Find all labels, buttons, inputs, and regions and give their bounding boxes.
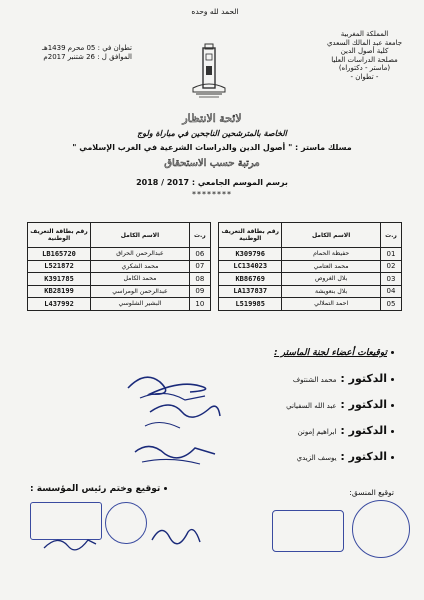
table-row	[28, 273, 402, 286]
table-gap	[210, 260, 218, 273]
col-name-header: الاسم الكامل	[91, 223, 190, 248]
cell-num: 04	[381, 285, 402, 298]
cell-cin: KB86769	[219, 273, 282, 286]
coordinator-signature-drawing	[148, 520, 203, 555]
committee-heading-text: توقيعات أعضاء لجنة الماستر :	[273, 348, 387, 358]
cell-name: احمد التملالي	[282, 298, 381, 311]
university-logo	[190, 42, 228, 100]
table-gap	[210, 223, 218, 248]
cell-num: 01	[381, 248, 402, 261]
org-line: (ماستر - دكتوراه)	[338, 64, 391, 72]
col-name-header: الاسم الكامل	[282, 223, 381, 248]
cell-num: 06	[189, 248, 210, 261]
candidates-table	[27, 222, 402, 311]
date-gregorian: الموافق ل : 26 شتنبر 2017م	[43, 52, 132, 61]
table-gap	[210, 298, 218, 311]
table-row	[28, 298, 402, 311]
table-gap	[210, 285, 218, 298]
table-row	[28, 285, 402, 298]
cell-name: البشير الشلوسي	[91, 298, 190, 311]
member-name: محمد الشنتوف	[292, 376, 337, 384]
dean-signature-drawing	[40, 530, 100, 560]
bullet-dot	[391, 351, 394, 354]
committee-heading	[274, 348, 394, 358]
bullet-dot	[164, 487, 167, 490]
date-hijri: تطوان في : 05 محرم 1439هـ	[41, 44, 132, 52]
table-gap	[210, 273, 218, 286]
cell-name: محمد الشكري	[91, 260, 190, 273]
ranking-note: مرتبة حسب الاستحقاق	[164, 158, 260, 169]
signatures-drawing	[120, 368, 230, 478]
cell-cin: K309796	[219, 248, 282, 261]
table-gap	[210, 248, 218, 261]
date-block	[22, 44, 132, 61]
academic-year: برسم الموسم الجامعي : 2017 / 2018	[136, 178, 288, 187]
org-line: المملكة المغربية	[340, 30, 389, 38]
program-name: مسلك ماستر : " أصول الدين والدراسات الشرعية في الغرب الإسلامي "	[72, 143, 352, 152]
bullet-dot	[391, 430, 394, 433]
list-title: لائحة الانتظار	[182, 112, 242, 125]
org-line: جامعة عبد المالك السعدي	[326, 38, 403, 47]
col-cin-header: رقم بطاقة التعريف الوطنية	[219, 223, 282, 248]
coordinator-stamp	[352, 500, 410, 558]
org-line: مصلحة الدراسات العليا	[331, 55, 398, 64]
cell-name: محمد العتامي	[282, 260, 381, 273]
committee-member-1: الدكتور : محمد الشنتوف	[293, 372, 394, 385]
col-num-header: ر.ت	[381, 223, 402, 248]
cell-name: بلال بنعويشة	[282, 285, 381, 298]
committee-member-4: الدكتور : يوسف الزيدي	[297, 450, 394, 463]
cell-cin: LB165720	[28, 248, 91, 261]
coordinator-signature-label: توقيع المنسق:	[349, 488, 394, 497]
institution-round-stamp	[105, 502, 147, 544]
cell-cin: L519985	[219, 298, 282, 311]
committee-member-3: الدكتور : ابراهيم إمونن	[298, 424, 394, 437]
title-line-2: الخاصة بالمترشحين الناجحين في مباراة ولوج	[137, 129, 287, 138]
member-name: يوسف الزيدي	[296, 454, 337, 462]
cell-name: محمد الكامل	[91, 273, 190, 286]
cell-cin: LC134023	[219, 260, 282, 273]
dean-signature-text: توقيع وختم رئيس المؤسسة :	[30, 484, 161, 494]
bullet-dot	[391, 404, 394, 407]
cell-name: بلال الغروص	[282, 273, 381, 286]
cell-num: 10	[189, 298, 210, 311]
cell-name: عبدالرحمن الومراسي	[91, 285, 190, 298]
col-cin-header: رقم بطاقة التعريف الوطنية	[28, 223, 91, 248]
separator-stars: ********	[192, 190, 232, 199]
table-header-row	[28, 223, 402, 248]
table-row	[28, 260, 402, 273]
col-num-header: ر.ت	[189, 223, 210, 248]
member-title: الدكتور	[348, 372, 387, 385]
institution-block	[317, 30, 412, 81]
cell-num: 09	[189, 285, 210, 298]
cell-cin: L437992	[28, 298, 91, 311]
dean-signature-label	[30, 484, 167, 494]
member-title: الدكتور	[348, 398, 387, 411]
bullet-dot	[391, 378, 394, 381]
basmala: الحمد لله وحده	[191, 7, 239, 16]
member-title: الدكتور	[348, 424, 387, 437]
cell-num: 07	[189, 260, 210, 273]
table-row	[28, 248, 402, 261]
org-line: كلية أصول الدين	[340, 47, 389, 55]
cell-num: 03	[381, 273, 402, 286]
cell-num: 05	[381, 298, 402, 311]
bullet-dot	[391, 456, 394, 459]
committee-member-2: الدكتور : عبد الله السفياني	[286, 398, 394, 411]
coordinator-stamp-rect	[272, 510, 344, 552]
org-line: - تطوان -	[350, 72, 379, 81]
cell-name: حفيظة الحمام	[282, 248, 381, 261]
cell-num: 08	[189, 273, 210, 286]
member-name: عبد الله السفياني	[286, 402, 337, 410]
cell-num: 02	[381, 260, 402, 273]
member-title: الدكتور	[348, 450, 387, 463]
cell-cin: LA137837	[219, 285, 282, 298]
cell-name: عبدالرحمن الحراق	[91, 248, 190, 261]
member-name: ابراهيم إمونن	[297, 428, 337, 436]
cell-cin: L521872	[28, 260, 91, 273]
cell-cin: K391785	[28, 273, 91, 286]
cell-cin: KB28199	[28, 285, 91, 298]
